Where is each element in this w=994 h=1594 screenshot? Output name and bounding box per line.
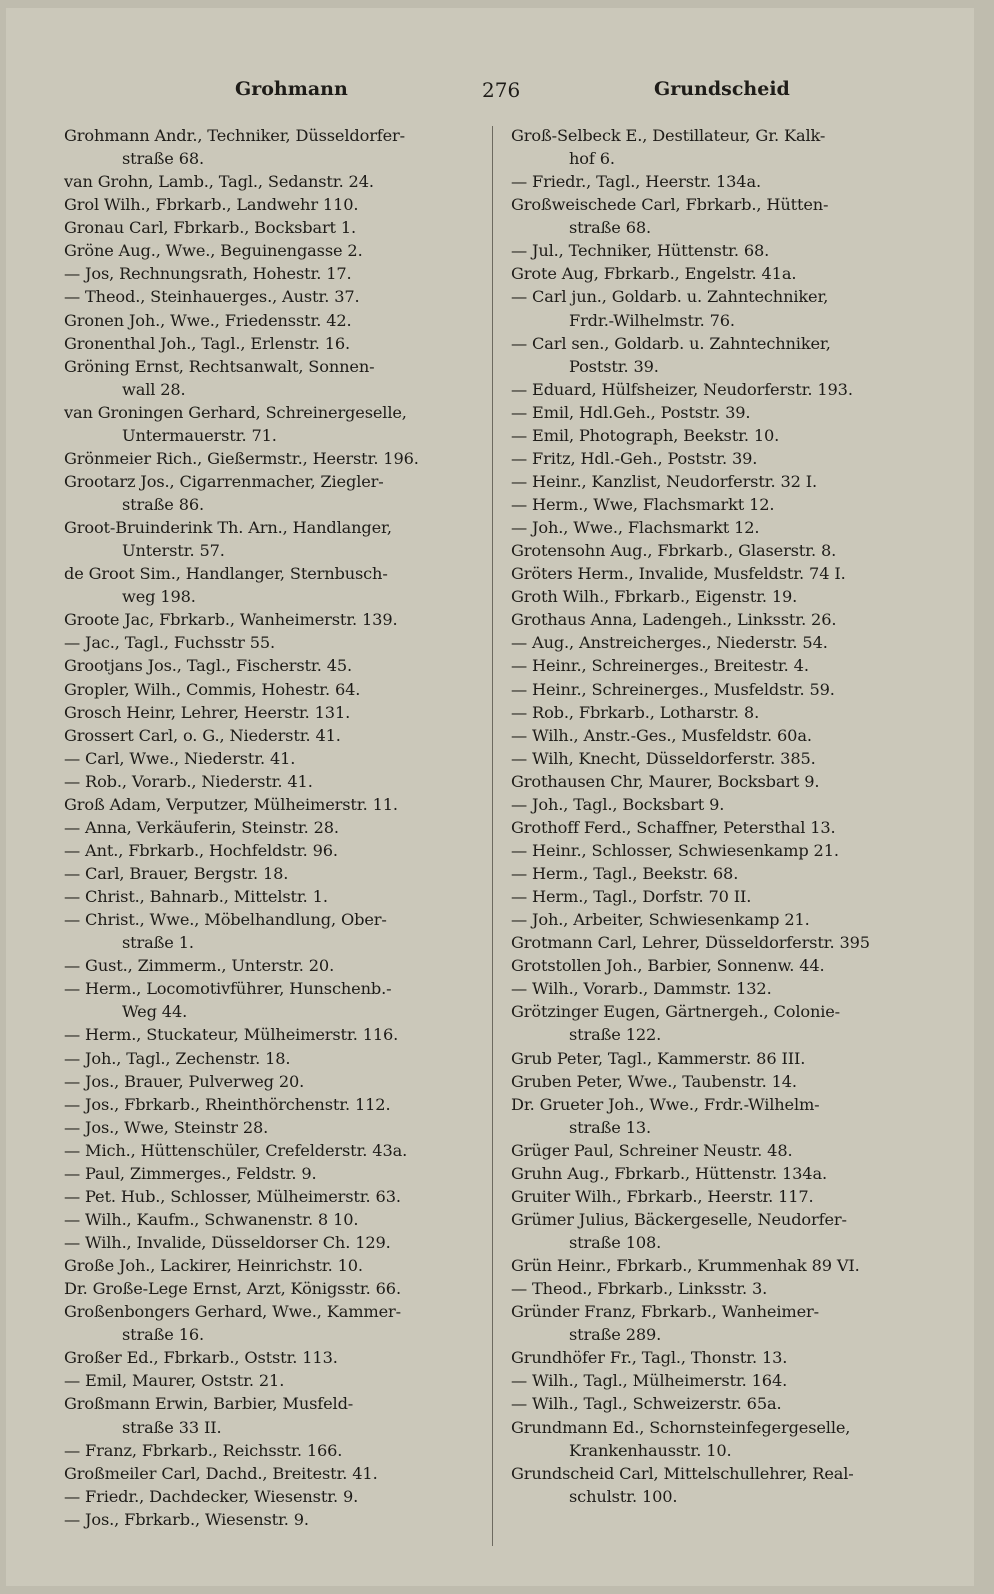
entry-line: Groß Adam, Verputzer, Mülheimerstr. 11. [64, 794, 398, 814]
entry-line: — Jos., Brauer, Pulverweg 20. [64, 1071, 305, 1091]
page-number: 276 [482, 78, 521, 102]
entry-line: Gronen Joh., Wwe., Friedensstr. 42. [64, 310, 352, 330]
directory-entry [511, 1462, 931, 1508]
entry-line: Grotmann Carl, Lehrer, Düsseldorferstr. 395 [511, 933, 870, 953]
entry-line: Groot-Bruinderink Th. Arn., Handlanger, [64, 518, 392, 538]
entry-continuation: Krankenhausstr. 10. [569, 1440, 732, 1460]
entry-line: — Jos., Wwe, Steinstr 28. [64, 1117, 269, 1137]
directory-entry [64, 170, 478, 193]
directory-entry [511, 931, 931, 954]
directory-entry [64, 1277, 478, 1300]
directory-entry [64, 1185, 478, 1208]
directory-entry [511, 401, 931, 424]
directory-entry [64, 1346, 478, 1369]
entry-continuation: Weg 44. [122, 1002, 188, 1022]
directory-entry [64, 747, 478, 770]
entry-line: Grün Heinr., Fbrkarb., Krummenhak 89 VI. [511, 1256, 860, 1276]
entry-line: — Joh., Tagl., Bocksbart 9. [511, 794, 725, 814]
entry-line: — Herm., Tagl., Beekstr. 68. [511, 864, 739, 883]
directory-page [6, 8, 974, 1586]
directory-entry [64, 1485, 478, 1508]
directory-entry [511, 1070, 931, 1093]
entry-line: Groß-Selbeck E., Destillateur, Gr. Kalk- [511, 126, 826, 145]
entry-line: — Friedr., Tagl., Heerstr. 134a. [511, 172, 761, 192]
entry-line: Grote Aug, Fbrkarb., Engelstr. 41a. [511, 264, 797, 284]
entry-continuation: straße 1. [122, 933, 194, 953]
directory-entry [64, 516, 478, 562]
entry-line: Gründer Franz, Fbrkarb., Wanheimer- [511, 1302, 819, 1322]
directory-entry [64, 1162, 478, 1185]
directory-entry [511, 1346, 931, 1369]
directory-entry [64, 562, 478, 608]
directory-entry [64, 239, 478, 262]
entry-line: — Pet. Hub., Schlosser, Mülheimerstr. 63. [64, 1186, 401, 1206]
entry-line: — Jos., Fbrkarb., Wiesenstr. 9. [64, 1509, 309, 1529]
directory-entry [511, 378, 931, 401]
entry-continuation: hof 6. [569, 149, 615, 169]
entry-continuation: straße 33 II. [122, 1417, 222, 1437]
directory-entry [64, 332, 478, 355]
directory-entry [64, 216, 478, 239]
directory-entry [64, 1254, 478, 1277]
directory-entry [64, 862, 478, 885]
directory-entry [64, 977, 478, 1023]
directory-entry [64, 1508, 478, 1531]
directory-entry [511, 1392, 931, 1415]
directory-entry [511, 170, 931, 193]
directory-entry [511, 1300, 931, 1346]
directory-entry [511, 424, 931, 447]
entry-line: Grüger Paul, Schreiner Neustr. 48. [511, 1140, 793, 1160]
entry-line: Grootarz Jos., Cigarrenmacher, Ziegler- [64, 471, 384, 491]
entry-line: Gruiter Wilh., Fbrkarb., Heerstr. 117. [511, 1186, 814, 1206]
entry-line: Grundmann Ed., Schornsteinfegergeselle, [511, 1417, 851, 1437]
directory-entry [64, 470, 478, 516]
entry-line: Großweischede Carl, Fbrkarb., Hütten- [511, 195, 829, 215]
directory-entry [64, 954, 478, 977]
directory-entry [64, 355, 478, 401]
entry-line: van Groningen Gerhard, Schreinergeselle, [64, 402, 407, 422]
directory-entry [511, 885, 931, 908]
entry-line: Grohmann Andr., Techniker, Düsseldorfer- [64, 126, 405, 145]
entry-line: — Heinr., Schlosser, Schwiesenkamp 21. [511, 840, 839, 860]
directory-entry [511, 562, 931, 585]
directory-entry [511, 516, 931, 539]
entry-continuation: straße 122. [569, 1025, 662, 1045]
entry-line: — Gust., Zimmerm., Unterstr. 20. [64, 956, 335, 976]
directory-entry [64, 1116, 478, 1139]
directory-entry [511, 1369, 931, 1392]
directory-entry [511, 954, 931, 977]
directory-entry [511, 770, 931, 793]
entry-line: — Eduard, Hülfsheizer, Neudorferstr. 193. [511, 379, 853, 399]
entry-continuation: Frdr.-Wilhelmstr. 76. [569, 310, 735, 330]
directory-entry [511, 654, 931, 677]
entry-continuation: Poststr. 39. [569, 356, 659, 376]
entry-line: — Carl, Wwe., Niederstr. 41. [64, 748, 296, 768]
entry-line: Großenbongers Gerhard, Wwe., Kammer- [64, 1302, 401, 1322]
entry-continuation: weg 198. [122, 587, 196, 607]
entry-line: Grothoff Ferd., Schaffner, Petersthal 13. [511, 817, 836, 837]
directory-entry [64, 285, 478, 308]
directory-entry [64, 885, 478, 908]
directory-entry [511, 724, 931, 747]
directory-entry [64, 193, 478, 216]
entry-line: Grundscheid Carl, Mittelschullehrer, Real- [511, 1463, 854, 1483]
directory-entry [511, 1047, 931, 1070]
entry-line: Grümer Julius, Bäckergeselle, Neudorfer- [511, 1209, 847, 1229]
directory-entry [64, 124, 478, 170]
directory-entry [64, 1139, 478, 1162]
entry-continuation: schulstr. 100. [569, 1486, 678, 1506]
directory-entry [511, 470, 931, 493]
directory-entry [64, 1231, 478, 1254]
directory-entry [511, 839, 931, 862]
entry-continuation: straße 13. [569, 1117, 651, 1137]
entry-line: Grönmeier Rich., Gießermstr., Heerstr. 196. [64, 448, 419, 468]
entry-line: Großer Ed., Fbrkarb., Oststr. 113. [64, 1348, 338, 1368]
directory-entry [64, 608, 478, 631]
directory-entry [64, 309, 478, 332]
header-left-word: Grohmann [235, 78, 348, 100]
entry-line: — Jos, Rechnungsrath, Hohestr. 17. [64, 264, 352, 284]
entry-line: Gronenthal Joh., Tagl., Erlenstr. 16. [64, 333, 351, 353]
directory-entry [64, 1208, 478, 1231]
directory-entry [511, 1277, 931, 1300]
entry-line: Gröning Ernst, Rechtsanwalt, Sonnen- [64, 356, 375, 376]
entry-line: — Fritz, Hdl.-Geh., Poststr. 39. [511, 448, 758, 468]
entry-continuation: straße 68. [569, 218, 651, 238]
directory-entry [511, 631, 931, 654]
entry-line: Grothaus Anna, Ladengeh., Linksstr. 26. [511, 610, 837, 630]
directory-entry [64, 1439, 478, 1462]
entry-line: — Mich., Hüttenschüler, Crefelderstr. 43a. [64, 1140, 408, 1160]
entry-line: — Aug., Anstreicherges., Niederstr. 54. [511, 633, 828, 653]
directory-entry [64, 447, 478, 470]
header-right-word: Grundscheid [654, 78, 790, 100]
entry-line: — Jos., Fbrkarb., Rheinthörchenstr. 112. [64, 1094, 391, 1114]
entry-continuation: straße 16. [122, 1325, 204, 1345]
entry-line: Groth Wilh., Fbrkarb., Eigenstr. 19. [511, 587, 798, 607]
directory-entry [511, 1416, 931, 1462]
entry-line: — Jul., Techniker, Hüttenstr. 68. [511, 241, 770, 261]
directory-entry [511, 332, 931, 378]
directory-entry [511, 908, 931, 931]
directory-entry [64, 1047, 478, 1070]
entry-line: Grosch Heinr, Lehrer, Heerstr. 131. [64, 702, 351, 722]
directory-entry [64, 401, 478, 447]
directory-entry [511, 977, 931, 1000]
directory-entry [64, 654, 478, 677]
entry-line: — Wilh., Vorarb., Dammstr. 132. [511, 979, 772, 999]
directory-entry [511, 124, 931, 170]
entry-line: — Wilh, Knecht, Düsseldorferstr. 385. [511, 748, 816, 768]
entry-line: de Groot Sim., Handlanger, Sternbusch- [64, 564, 388, 584]
entry-line: Grub Peter, Tagl., Kammerstr. 86 III. [511, 1048, 806, 1068]
column-divider [492, 126, 493, 1546]
entry-line: — Heinr., Schreinerges., Musfeldstr. 59. [511, 679, 835, 699]
directory-entry [64, 1070, 478, 1093]
directory-entry [64, 631, 478, 654]
entry-line: Grossert Carl, o. G., Niederstr. 41. [64, 725, 341, 745]
entry-line: Gröters Herm., Invalide, Musfeldstr. 74 I. [511, 564, 846, 584]
entry-line: — Herm., Wwe, Flachsmarkt 12. [511, 495, 775, 514]
directory-entry [64, 1392, 478, 1438]
directory-entry [511, 493, 931, 516]
entry-continuation: straße 68. [122, 149, 204, 169]
directory-entry [64, 262, 478, 285]
entry-line: — Emil, Maurer, Oststr. 21. [64, 1371, 285, 1391]
entry-line: Gruhn Aug., Fbrkarb., Hüttenstr. 134a. [511, 1163, 827, 1183]
entry-line: Dr. Große-Lege Ernst, Arzt, Königsstr. 66. [64, 1279, 401, 1299]
entry-line: Grotstollen Joh., Barbier, Sonnenw. 44. [511, 956, 825, 976]
directory-entry [64, 908, 478, 954]
entry-line: — Jac., Tagl., Fuchsstr 55. [64, 633, 275, 653]
directory-entry [64, 1093, 478, 1116]
entry-line: — Wilh., Tagl., Schweizerstr. 65a. [511, 1394, 782, 1414]
directory-entry [64, 1023, 478, 1046]
directory-entry [511, 793, 931, 816]
directory-entry [511, 539, 931, 562]
entry-line: Gröne Aug., Wwe., Beguinengasse 2. [64, 241, 363, 261]
entry-continuation: straße 108. [569, 1233, 662, 1252]
entry-line: — Theod., Steinhauerges., Austr. 37. [64, 287, 360, 307]
directory-entry [64, 678, 478, 701]
left-column [64, 124, 478, 1531]
directory-entry [511, 1254, 931, 1277]
entry-line: Gruben Peter, Wwe., Taubenstr. 14. [511, 1071, 797, 1091]
entry-line: — Paul, Zimmerges., Feldstr. 9. [64, 1163, 317, 1183]
entry-line: — Herm., Locomotivführer, Hunschenb.- [64, 979, 392, 999]
directory-entry [511, 285, 931, 331]
entry-line: — Herm., Tagl., Dorfstr. 70 II. [511, 887, 752, 907]
entry-line: Grootjans Jos., Tagl., Fischerstr. 45. [64, 656, 352, 676]
entry-line: Große Joh., Lackirer, Heinrichstr. 10. [64, 1256, 363, 1276]
entry-line: Großmann Erwin, Barbier, Musfeld- [64, 1394, 354, 1414]
directory-entry [511, 816, 931, 839]
directory-entry [64, 793, 478, 816]
entry-continuation: Untermauerstr. 71. [122, 425, 277, 445]
entry-line: — Joh., Arbeiter, Schwiesenkamp 21. [511, 910, 810, 930]
entry-line: Grothausen Chr, Maurer, Bocksbart 9. [511, 771, 820, 791]
entry-line: Großmeiler Carl, Dachd., Breitestr. 41. [64, 1463, 378, 1483]
entry-line: — Emil, Photograph, Beekstr. 10. [511, 425, 780, 445]
entry-line: — Anna, Verkäuferin, Steinstr. 28. [64, 817, 339, 837]
entry-line: — Emil, Hdl.Geh., Poststr. 39. [511, 402, 751, 422]
entry-line: — Herm., Stuckateur, Mülheimerstr. 116. [64, 1025, 399, 1045]
entry-line: — Friedr., Dachdecker, Wiesenstr. 9. [64, 1486, 359, 1506]
page-header [64, 78, 790, 112]
directory-entry [64, 724, 478, 747]
entry-line: — Franz, Fbrkarb., Reichsstr. 166. [64, 1440, 343, 1460]
directory-entry [511, 862, 931, 885]
entry-line: Dr. Grueter Joh., Wwe., Frdr.-Wilhelm- [511, 1094, 820, 1114]
entry-line: — Christ., Bahnarb., Mittelstr. 1. [64, 887, 328, 907]
directory-entry [511, 608, 931, 631]
entry-line: — Heinr., Kanzlist, Neudorferstr. 32 I. [511, 471, 818, 491]
entry-line: van Grohn, Lamb., Tagl., Sedanstr. 24. [64, 172, 374, 192]
right-column [511, 124, 931, 1508]
directory-entry [511, 1139, 931, 1162]
entry-line: — Rob., Fbrkarb., Lotharstr. 8. [511, 702, 760, 722]
directory-entry [511, 701, 931, 724]
entry-line: Grundhöfer Fr., Tagl., Thonstr. 13. [511, 1348, 788, 1368]
entry-line: — Ant., Fbrkarb., Hochfeldstr. 96. [64, 840, 338, 860]
entry-line: — Heinr., Schreinerges., Breitestr. 4. [511, 656, 809, 676]
entry-line: — Wilh., Invalide, Düsseldorser Ch. 129. [64, 1233, 391, 1252]
entry-continuation: straße 289. [569, 1325, 662, 1345]
directory-entry [511, 1093, 931, 1139]
directory-entry [511, 585, 931, 608]
directory-entry [64, 1369, 478, 1392]
directory-entry [511, 239, 931, 262]
entry-line: — Joh., Wwe., Flachsmarkt 12. [511, 518, 760, 538]
directory-entry [64, 816, 478, 839]
directory-entry [511, 1185, 931, 1208]
entry-line: Grol Wilh., Fbrkarb., Landwehr 110. [64, 195, 359, 215]
directory-entry [511, 1000, 931, 1046]
entry-continuation: straße 86. [122, 495, 204, 514]
entry-line: — Joh., Tagl., Zechenstr. 18. [64, 1048, 291, 1068]
entry-line: — Christ., Wwe., Möbelhandlung, Ober- [64, 910, 387, 930]
entry-line: Groote Jac, Fbrkarb., Wanheimerstr. 139. [64, 610, 398, 630]
entry-line: Grotensohn Aug., Fbrkarb., Glaserstr. 8. [511, 541, 837, 561]
directory-entry [64, 839, 478, 862]
entry-line: — Wilh., Anstr.-Ges., Musfeldstr. 60a. [511, 725, 812, 745]
directory-entry [64, 1300, 478, 1346]
directory-entry [64, 770, 478, 793]
entry-continuation: Unterstr. 57. [122, 541, 225, 561]
entry-line: — Rob., Vorarb., Niederstr. 41. [64, 771, 313, 791]
entry-line: — Carl sen., Goldarb. u. Zahntechniker, [511, 333, 831, 353]
directory-entry [64, 701, 478, 724]
entry-continuation: wall 28. [122, 379, 186, 399]
directory-entry [511, 1208, 931, 1254]
directory-entry [511, 678, 931, 701]
entry-line: — Theod., Fbrkarb., Linksstr. 3. [511, 1279, 768, 1299]
entry-line: Grötzinger Eugen, Gärtnergeh., Colonie- [511, 1002, 841, 1022]
directory-entry [511, 193, 931, 239]
entry-line: — Carl jun., Goldarb. u. Zahntechniker, [511, 287, 829, 307]
directory-entry [511, 447, 931, 470]
entry-line: — Carl, Brauer, Bergstr. 18. [64, 864, 289, 883]
directory-entry [511, 747, 931, 770]
entry-line: — Wilh., Tagl., Mülheimerstr. 164. [511, 1371, 788, 1391]
directory-entry [511, 262, 931, 285]
entry-line: Gronau Carl, Fbrkarb., Bocksbart 1. [64, 218, 357, 238]
entry-line: Gropler, Wilh., Commis, Hohestr. 64. [64, 679, 361, 699]
entry-line: — Wilh., Kaufm., Schwanenstr. 8 10. [64, 1209, 359, 1229]
directory-entry [64, 1462, 478, 1485]
directory-entry [511, 1162, 931, 1185]
